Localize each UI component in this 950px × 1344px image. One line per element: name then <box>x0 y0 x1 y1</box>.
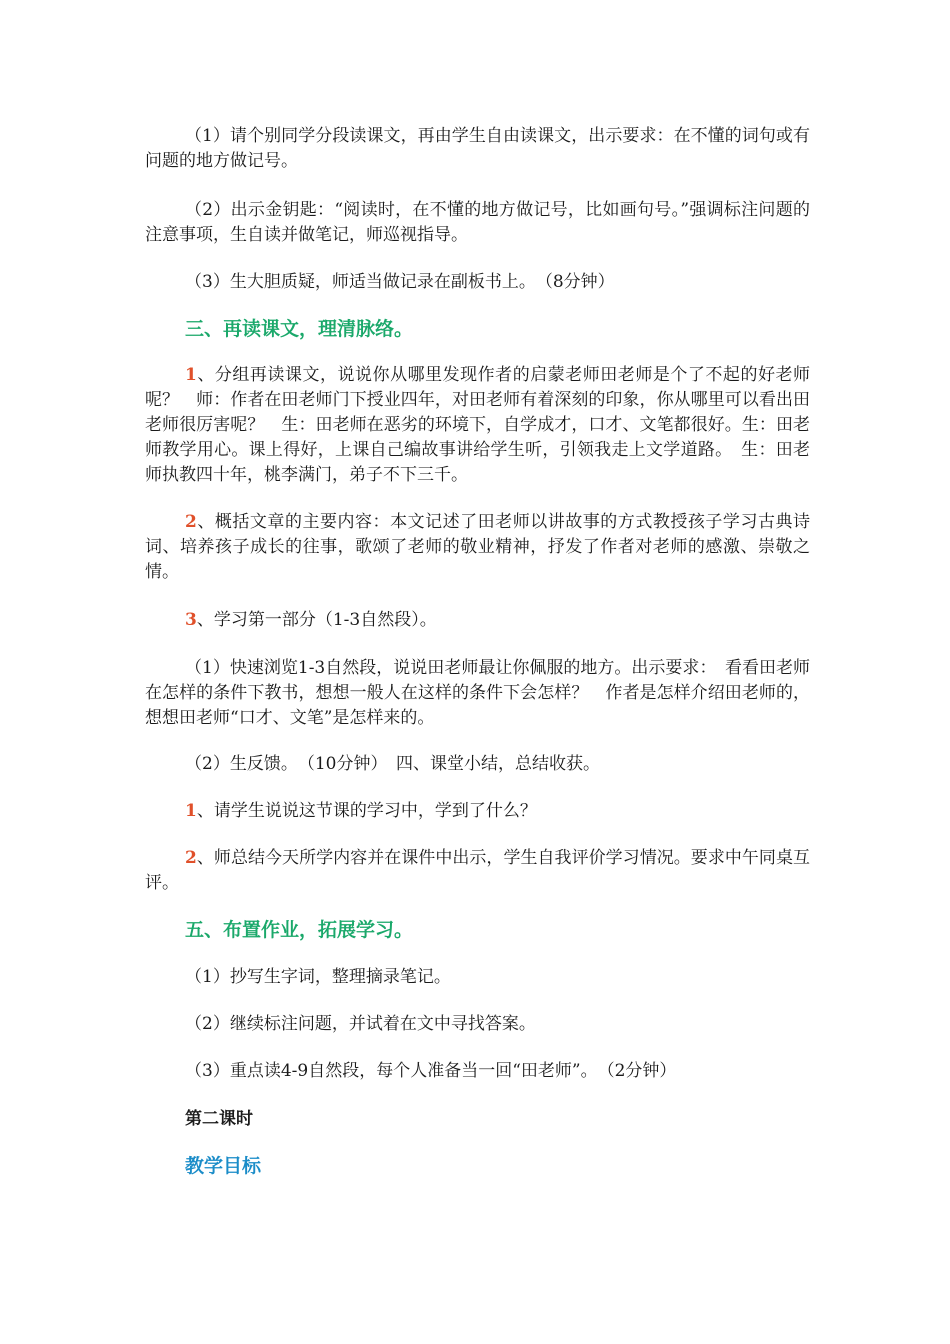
paragraph-substep-2: （2）生反馈。 （10分钟） 四、课堂小结，总结收获。 <box>185 754 600 774</box>
item-number: 2 <box>185 512 197 532</box>
section-heading-5: 五、布置作业，拓展学习。 <box>185 919 414 941</box>
item-text: 、请学生说说这节课的学习中，学到了什么？ <box>196 801 537 821</box>
section-heading-3: 三、再读课文，理清脉络。 <box>185 318 414 340</box>
lesson-heading: 第二课时 <box>185 1109 253 1129</box>
homework-item-2: （2）继续标注问题，并试着在文中寻找答案。 <box>185 1014 536 1034</box>
item-text: 、分组再读课文，说说你从哪里发现作者的启蒙老师田老师是个了不起的好老师呢？ 师：作者在田老师门下授业四年，对田老师有着深刻的印象，你从哪里可以看出田老师很厉害呢？ 生：田老师在恶劣的环境下，自学成才，口才、文笔都很好。生：田老师教学用心。课上得好，上课自己编故事讲给学生听，引领我走上文学道路。 生：田老师执教四十年，桃李满门，弟子不下三千。 <box>145 365 810 485</box>
item-text: 、学习第一部分（1-3自然段）。 <box>196 610 437 630</box>
paragraph-step-2: （2）出示金钥匙：“阅读时，在不懂的地方做记号，比如画句号。”强调标注问题的注意事项，生自读并做笔记，师巡视指导。 <box>145 200 810 245</box>
teaching-goal-heading: 教学目标 <box>185 1155 262 1177</box>
item-number: 2 <box>185 848 197 868</box>
homework-item-3: （3）重点读4-9自然段，每个人准备当一回“田老师”。 （2分钟） <box>185 1061 677 1081</box>
paragraph-summary-1 <box>185 799 537 824</box>
item-number: 1 <box>185 365 197 385</box>
paragraph-summary-2 <box>145 846 810 896</box>
paragraph-item-2 <box>145 510 810 585</box>
paragraph-step-3: （3）生大胆质疑，师适当做记录在副板书上。 （8分钟） <box>185 272 615 292</box>
item-number: 3 <box>185 610 197 630</box>
homework-item-1: （1）抄写生字词，整理摘录笔记。 <box>185 967 451 987</box>
paragraph-item-3 <box>185 608 437 633</box>
paragraph-substep-1: （1）快速浏览1-3自然段，说说田老师最让你佩服的地方。出示要求： 看看田老师在怎样的条件下教书，想想一般人在这样的条件下会怎样？ 作者是怎样介绍田老师的，想想田老师“口才、文笔”是怎样来的。 <box>145 658 810 728</box>
paragraph-step-1: （1）请个别同学分段读课文，再由学生自由读课文，出示要求：在不懂的词句或有问题的地方做记号。 <box>145 126 810 171</box>
item-text: 、师总结今天所学内容并在课件中出示，学生自我评价学习情况。要求中午同桌互评。 <box>145 848 810 893</box>
paragraph-item-1 <box>145 363 810 488</box>
item-text: 、概括文章的主要内容：本文记述了田老师以讲故事的方式教授孩子学习古典诗词、培养孩子成长的往事，歌颂了老师的敬业精神，抒发了作者对老师的感激、崇敬之情。 <box>145 512 810 582</box>
item-number: 1 <box>185 801 197 821</box>
